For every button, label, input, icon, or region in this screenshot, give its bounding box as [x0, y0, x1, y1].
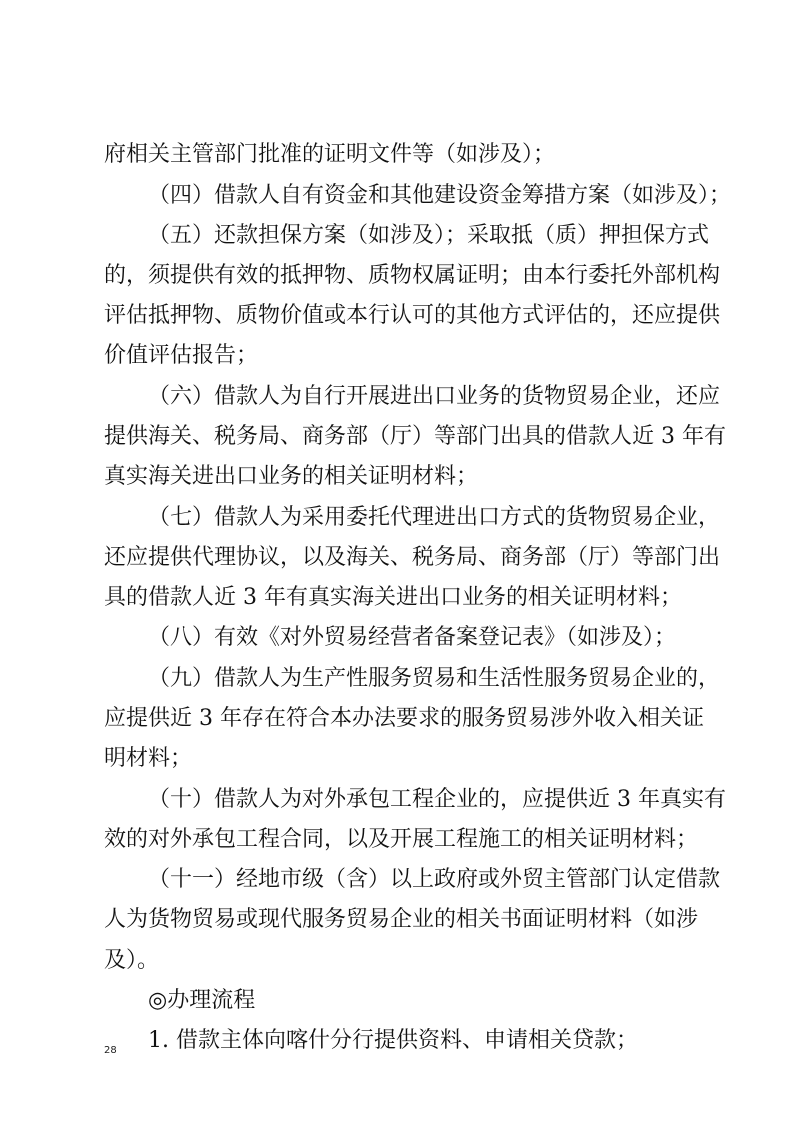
text-line: 人为货物贸易或现代服务贸易企业的相关书面证明材料（如涉 — [104, 907, 699, 932]
text-line: （九）借款人为生产性服务贸易和生活性服务贸易企业的， — [148, 666, 721, 691]
text-line: 及）。 — [104, 948, 160, 973]
text-line: （五）还款担保方案（如涉及）；采取抵（质）押担保方式 — [148, 223, 710, 248]
text-line: 评估抵押物、质物价值或本行认可的其他方式评估的，还应提供 — [104, 303, 721, 328]
text-line: 还应提供代理协议，以及海关、税务局、商务部（厅）等部门出 — [104, 545, 721, 570]
text-line: 提供海关、税务局、商务部（厅）等部门出具的借款人近 3 年有 — [104, 424, 726, 449]
text-line: （四）借款人自有资金和其他建设资金筹措方案（如涉及）； — [148, 183, 732, 208]
text-line: 具的借款人近 3 年有真实海关进出口业务的相关证明材料； — [104, 585, 682, 610]
text-line: 的，须提供有效的抵押物、质物权属证明；由本行委托外部机构 — [104, 263, 721, 288]
section-heading: ◎办理流程 — [148, 988, 256, 1013]
page-number: 28 — [104, 1045, 117, 1056]
text-line: 明材料； — [104, 746, 193, 771]
text-line: （八）有效《对外贸易经营者备案登记表》（如涉及）； — [148, 625, 677, 650]
text-line: 效的对外承包工程合同，以及开展工程施工的相关证明材料； — [104, 827, 699, 852]
text-line: 1. 借款主体向喀什分行提供资料、申请相关贷款； — [148, 1028, 638, 1053]
text-line: （六）借款人为自行开展进出口业务的货物贸易企业，还应 — [148, 384, 721, 409]
text-line: 应提供近 3 年存在符合本办法要求的服务贸易涉外收入相关证 — [104, 706, 704, 731]
text-line: （七）借款人为采用委托代理进出口方式的货物贸易企业， — [148, 505, 721, 530]
text-line: 价值评估报告； — [104, 343, 259, 368]
text-line: （十）借款人为对外承包工程企业的，应提供近 3 年真实有 — [148, 787, 726, 812]
text-line: （十一）经地市级（含）以上政府或外贸主管部门认定借款 — [148, 867, 721, 892]
text-line: 府相关主管部门批准的证明文件等（如涉及）； — [104, 142, 556, 167]
text-line: 真实海关进出口业务的相关证明材料； — [104, 464, 479, 489]
